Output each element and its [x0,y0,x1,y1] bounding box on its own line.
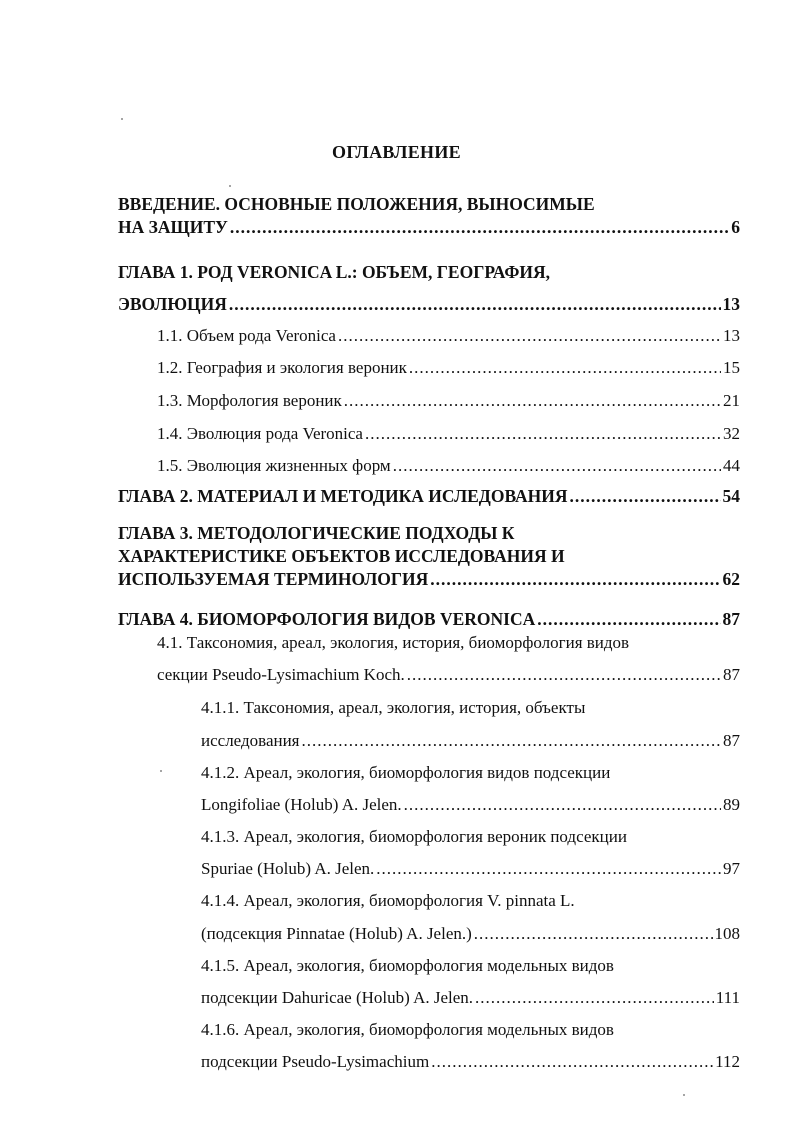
page-number: 87 [723,731,740,750]
page-number: 15 [723,358,740,377]
page-number: 44 [723,456,740,475]
toc-ch3-line2: ХАРАКТЕРИСТИКЕ ОБЪЕКТОВ ИССЛЕДОВАНИЯ И [118,546,565,566]
toc-section-1-2[interactable]: 1.2. География и экология вероник ..... 15 [157,358,740,378]
toc-title: ОГЛАВЛЕНИЕ [332,142,461,162]
toc-subsection-4-1-4-line1: 4.1.4. Ареал, экология, биоморфология V. pinnata L. [201,891,575,910]
dot-leader [431,1052,713,1072]
toc-section-4-1-line1: 4.1. Таксономия, ареал, экология, история, биоморфология видов [157,633,630,652]
toc-section-4-1[interactable]: секции Pseudo-Lysimachium Koch. ..... 87 [157,665,740,685]
dot-leader [475,988,714,1008]
toc-subsection-4-1-3[interactable]: Spuriae (Holub) A. Jelen. ..... 97 [201,859,740,879]
page-number: 111 [715,988,740,1007]
dot-leader [344,391,721,411]
dot-leader [365,424,721,444]
toc-section-1-1[interactable]: 1.1. Объем рода Veronica ..... 13 [157,326,740,346]
scan-speck [121,118,123,120]
toc-ch1-entry[interactable]: ЭВОЛЮЦИЯ ..... 13 [118,294,740,315]
scan-speck [683,1094,685,1096]
toc-intro-line1: ВВЕДЕНИЕ. ОСНОВНЫЕ ПОЛОЖЕНИЯ, ВЫНОСИМЫЕ [118,194,595,214]
toc-ch3-line1: ГЛАВА 3. МЕТОДОЛОГИЧЕСКИЕ ПОДХОДЫ К [118,523,515,543]
dot-leader [430,569,720,590]
toc-section-1-3[interactable]: 1.3. Морфология вероник ..... 21 [157,391,740,411]
dot-leader [404,795,721,815]
page-number: 62 [722,569,740,589]
page-number: 6 [731,217,740,237]
page-number: 112 [715,1052,740,1071]
toc-section-1-5[interactable]: 1.5. Эволюция жизненных форм ..... 44 [157,456,740,476]
toc-ch2-entry[interactable]: ГЛАВА 2. МАТЕРИАЛ И МЕТОДИКА ИСЛЕДОВАНИЯ ..... 54 [118,486,740,507]
page-number: 87 [722,609,740,629]
toc-subsection-4-1-5[interactable]: подсекции Dahuricae (Holub) A. Jelen. ..... 111 [201,988,740,1008]
page-number: 54 [722,486,740,506]
scan-speck [229,185,231,187]
dot-leader [570,486,721,507]
toc-ch3-entry[interactable]: ИСПОЛЬЗУЕМАЯ ТЕРМИНОЛОГИЯ ..... 62 [118,569,740,590]
dot-leader [230,217,729,238]
toc-subsection-4-1-6-line1: 4.1.6. Ареал, экология, биоморфология модельных видов [201,1020,614,1039]
toc-subsection-4-1-1-line1: 4.1.1. Таксономия, ареал, экология, история, объекты [201,698,586,717]
toc-ch4-entry[interactable]: ГЛАВА 4. БИОМОРФОЛОГИЯ ВИДОВ VERONICA ..... 87 [118,609,740,630]
dot-leader [393,456,721,476]
page-number: 13 [722,294,740,314]
page-number: 13 [723,326,740,345]
scan-speck [160,770,162,772]
toc-subsection-4-1-3-line1: 4.1.3. Ареал, экология, биоморфология вероник подсекции [201,827,627,846]
toc-subsection-4-1-2[interactable]: Longifoliae (Holub) A. Jelen. ..... 89 [201,795,740,815]
toc-subsection-4-1-4[interactable]: (подсекция Pinnatae (Holub) A. Jelen.) ..... 108 [201,924,740,944]
page-number: 108 [714,924,740,943]
dot-leader [537,609,720,630]
toc-intro-entry[interactable]: НА ЗАЩИТУ ..... 6 [118,217,740,238]
toc-subsection-4-1-2-line1: 4.1.2. Ареал, экология, биоморфология видов подсекции [201,763,611,782]
page-number: 89 [723,795,740,814]
page-number: 97 [723,859,740,878]
toc-ch1-line1: ГЛАВА 1. РОД VERONICA L.: ОБЪЕМ, ГЕОГРАФИЯ, [118,262,550,282]
dot-leader [376,859,721,879]
page-number: 21 [723,391,740,410]
dot-leader [407,665,721,685]
dot-leader [338,326,721,346]
toc-subsection-4-1-5-line1: 4.1.5. Ареал, экология, биоморфология модельных видов [201,956,614,975]
dot-leader [409,358,721,378]
dot-leader [474,924,713,944]
dot-leader [302,731,721,751]
toc-subsection-4-1-1[interactable]: исследования ..... 87 [201,731,740,751]
page-number: 87 [723,665,740,684]
page-number: 32 [723,424,740,443]
dot-leader [229,294,721,315]
toc-subsection-4-1-6[interactable]: подсекции Pseudo-Lysimachium ..... 112 [201,1052,740,1072]
toc-section-1-4[interactable]: 1.4. Эволюция рода Veronica ..... 32 [157,424,740,444]
